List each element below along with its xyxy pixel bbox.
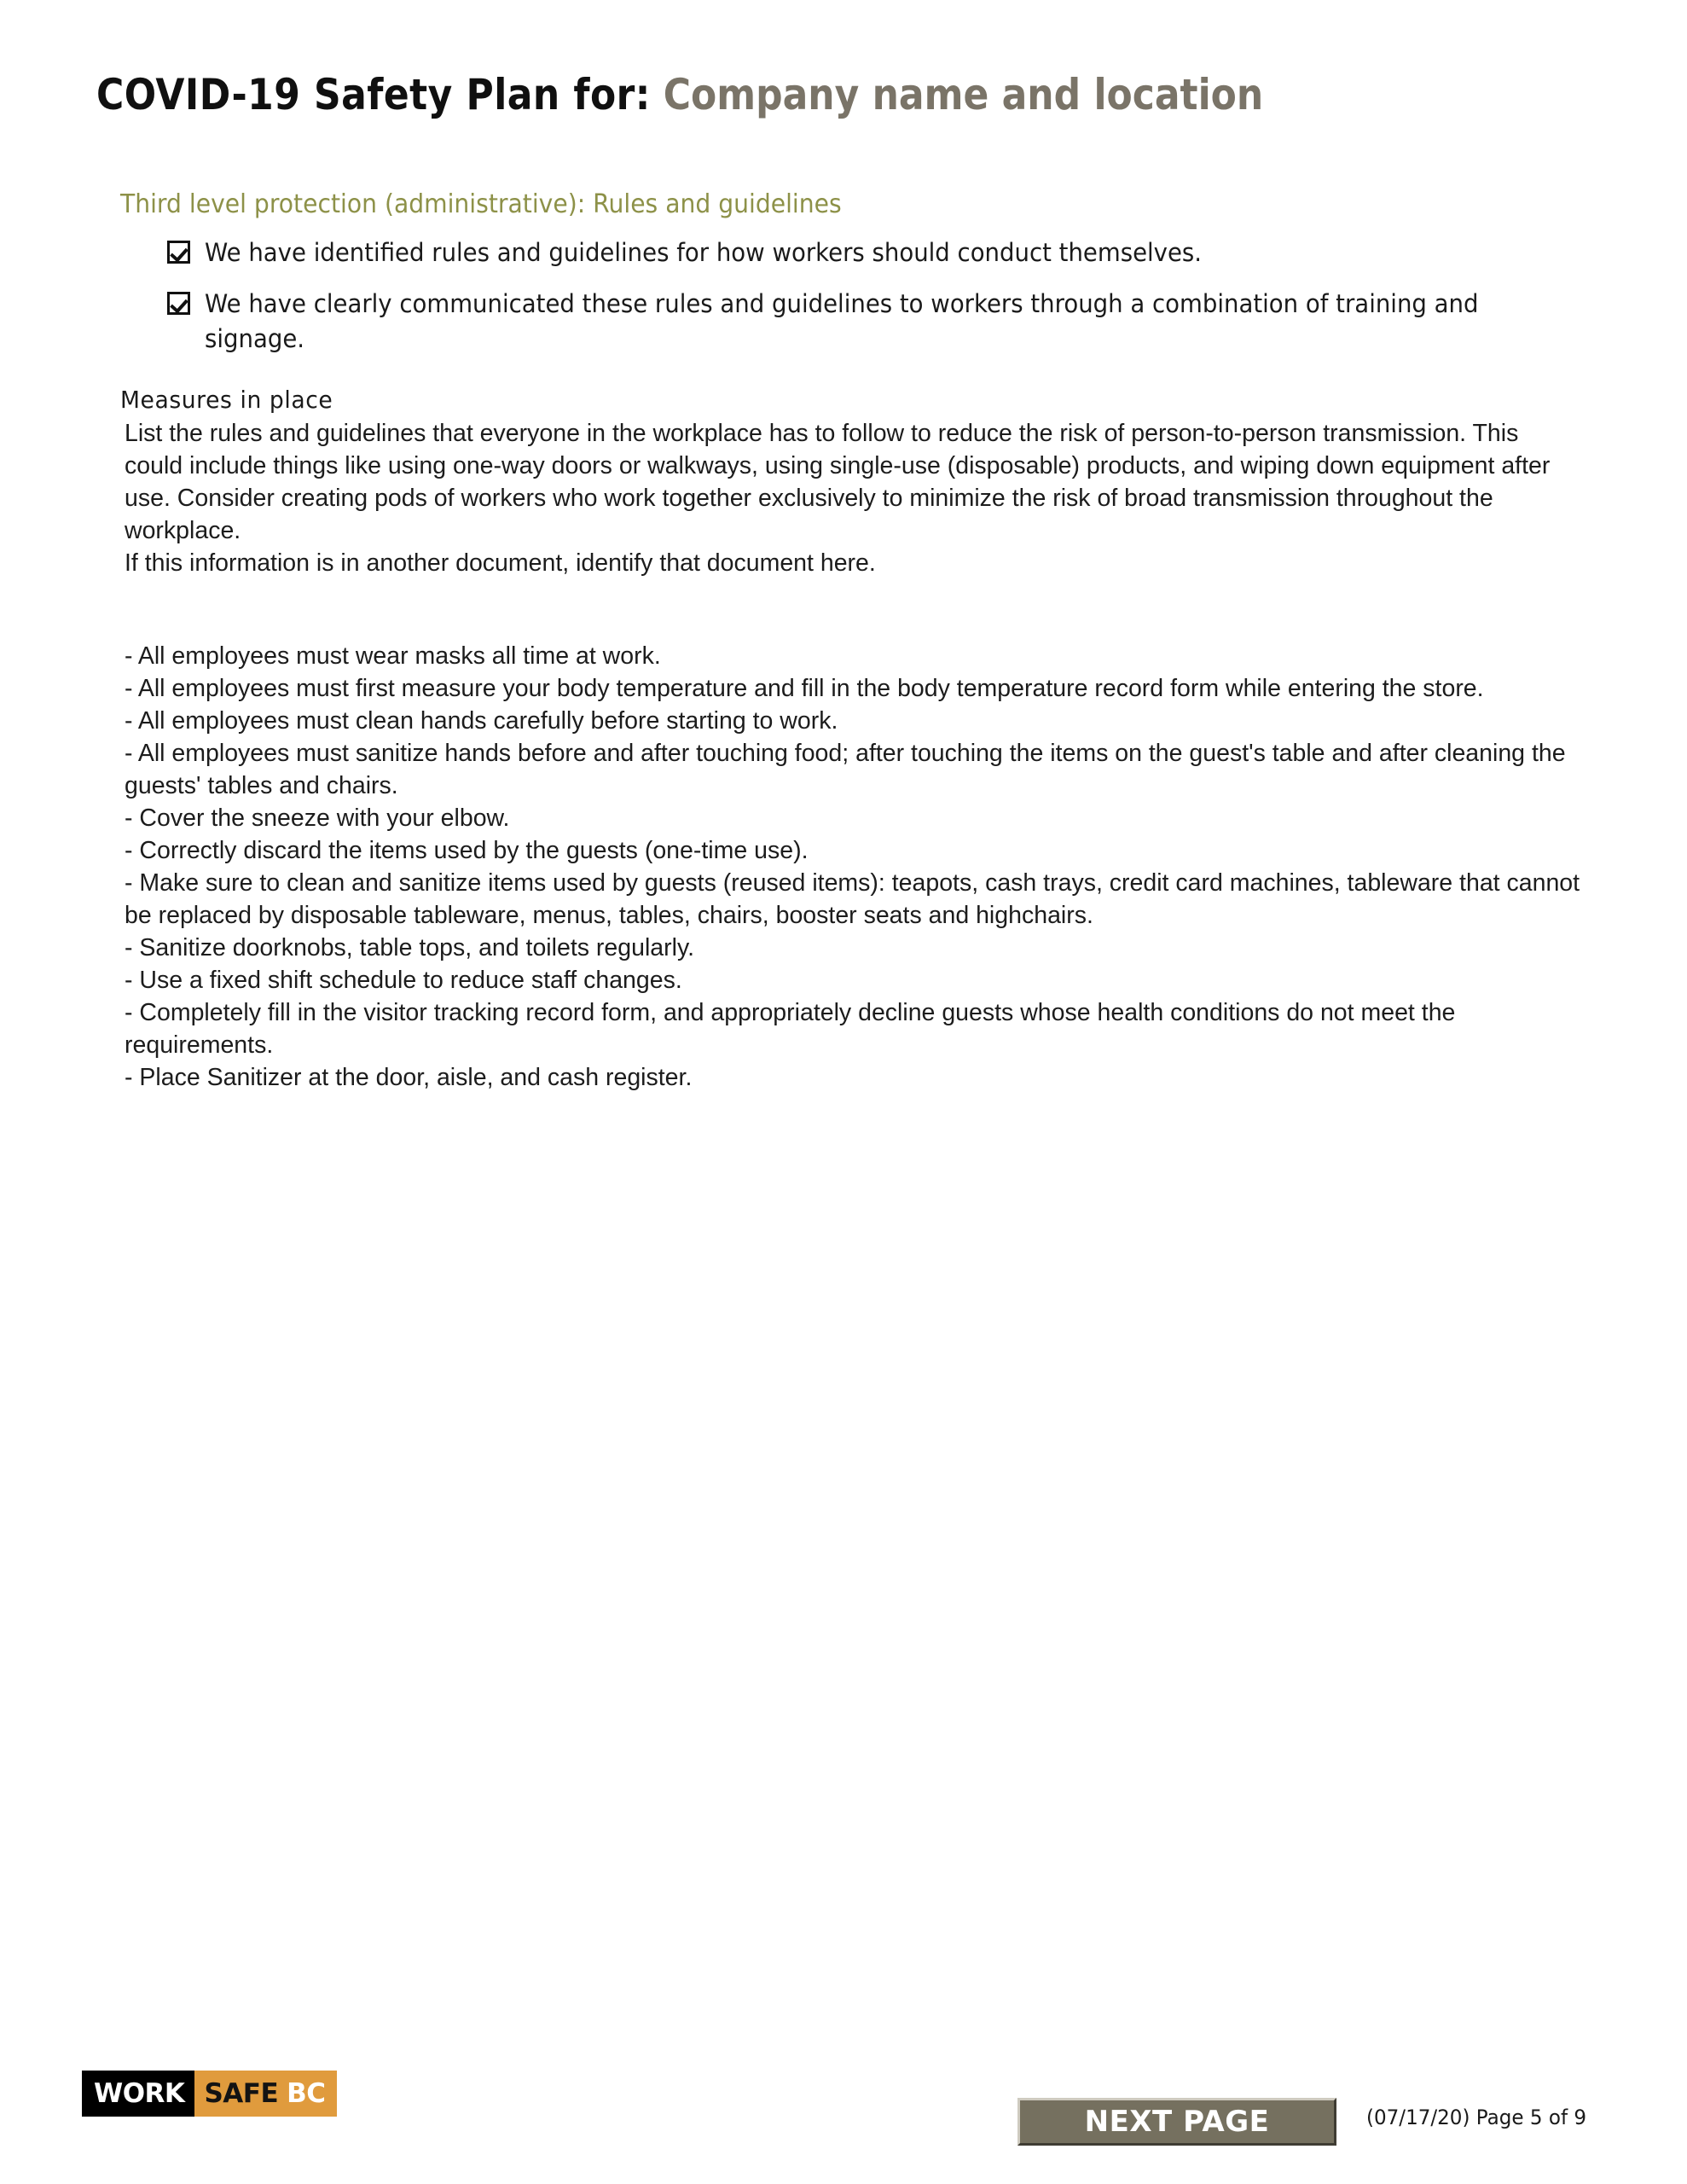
answer-line: - Correctly discard the items used by the guests (one-time use). bbox=[125, 837, 809, 864]
logo-work-text: WORK bbox=[94, 2078, 185, 2109]
answer-line: - Use a fixed shift schedule to reduce staff changes. bbox=[125, 967, 682, 994]
checklist-item[interactable] bbox=[167, 287, 1583, 357]
checklist-item-label: We have identified rules and guidelines for how workers should conduct themselves. bbox=[205, 238, 1203, 267]
instruction-reference-note: If this information is in another document, identify that document here. bbox=[125, 549, 876, 577]
page-title-company-placeholder: Company name and location bbox=[663, 70, 1264, 119]
answer-line: - Place Sanitizer at the door, aisle, and cash register. bbox=[125, 1064, 693, 1091]
answer-line: - All employees must wear masks all time at work. bbox=[125, 642, 661, 670]
page-info: (07/17/20) Page 5 of 9 bbox=[1366, 2106, 1587, 2129]
page-title bbox=[96, 70, 1263, 119]
section-heading: Third level protection (administrative): Rules and guidelines bbox=[120, 189, 842, 219]
checklist bbox=[167, 235, 1583, 373]
measures-instructions bbox=[125, 417, 1574, 579]
logo-safebc-block bbox=[194, 2071, 336, 2117]
next-page-button[interactable]: NEXT PAGE bbox=[1017, 2098, 1336, 2146]
answer-line: - Make sure to clean and sanitize items used by guests (reused items): teapots, cash trays, credit card machines, tableware that cannot be replaced by disposable tableware, menus, tables, chairs, booster seats and highchairs. bbox=[125, 869, 1580, 929]
logo-bc-text: BC bbox=[287, 2078, 326, 2109]
checked-checkbox-icon[interactable] bbox=[167, 241, 190, 264]
checklist-item-label: We have clearly communicated these rules and guidelines to workers through a combination of training and signage. bbox=[205, 289, 1479, 353]
logo-safe-text: SAFE bbox=[204, 2078, 279, 2109]
answer-line: - Sanitize doorknobs, table tops, and toilets regularly. bbox=[125, 934, 695, 961]
logo-work-block bbox=[82, 2071, 194, 2117]
worksafebc-logo bbox=[82, 2071, 337, 2117]
answer-line: - All employees must clean hands carefully before starting to work. bbox=[125, 707, 838, 735]
page-title-main: COVID-19 Safety Plan for: bbox=[96, 70, 651, 119]
checked-checkbox-icon[interactable] bbox=[167, 292, 190, 315]
instruction-paragraph: List the rules and guidelines that everyone in the workplace has to follow to reduce the risk of person-to-person transmission. This could include things like using one-way doors or walkways, using single-use (disposable) products, and wiping down equipment after use. Consider creating pods of workers who work together exclusively to minimize the risk of broad transmission throughout the workplace. bbox=[125, 420, 1551, 544]
answer-line: - Cover the sneeze with your elbow. bbox=[125, 804, 510, 832]
measures-answer-field[interactable] bbox=[125, 640, 1583, 1094]
answer-line: - Completely fill in the visitor tracking record form, and appropriately decline guests whose health conditions do not meet the requirements. bbox=[125, 999, 1456, 1059]
answer-line: - All employees must sanitize hands before and after touching food; after touching the items on the guest's table and after cleaning the guests' tables and chairs. bbox=[125, 740, 1566, 799]
checklist-item[interactable] bbox=[167, 235, 1583, 270]
answer-line: - All employees must first measure your body temperature and fill in the body temperature record form while entering the store. bbox=[125, 675, 1484, 702]
measures-in-place-label: Measures in place bbox=[120, 386, 333, 414]
